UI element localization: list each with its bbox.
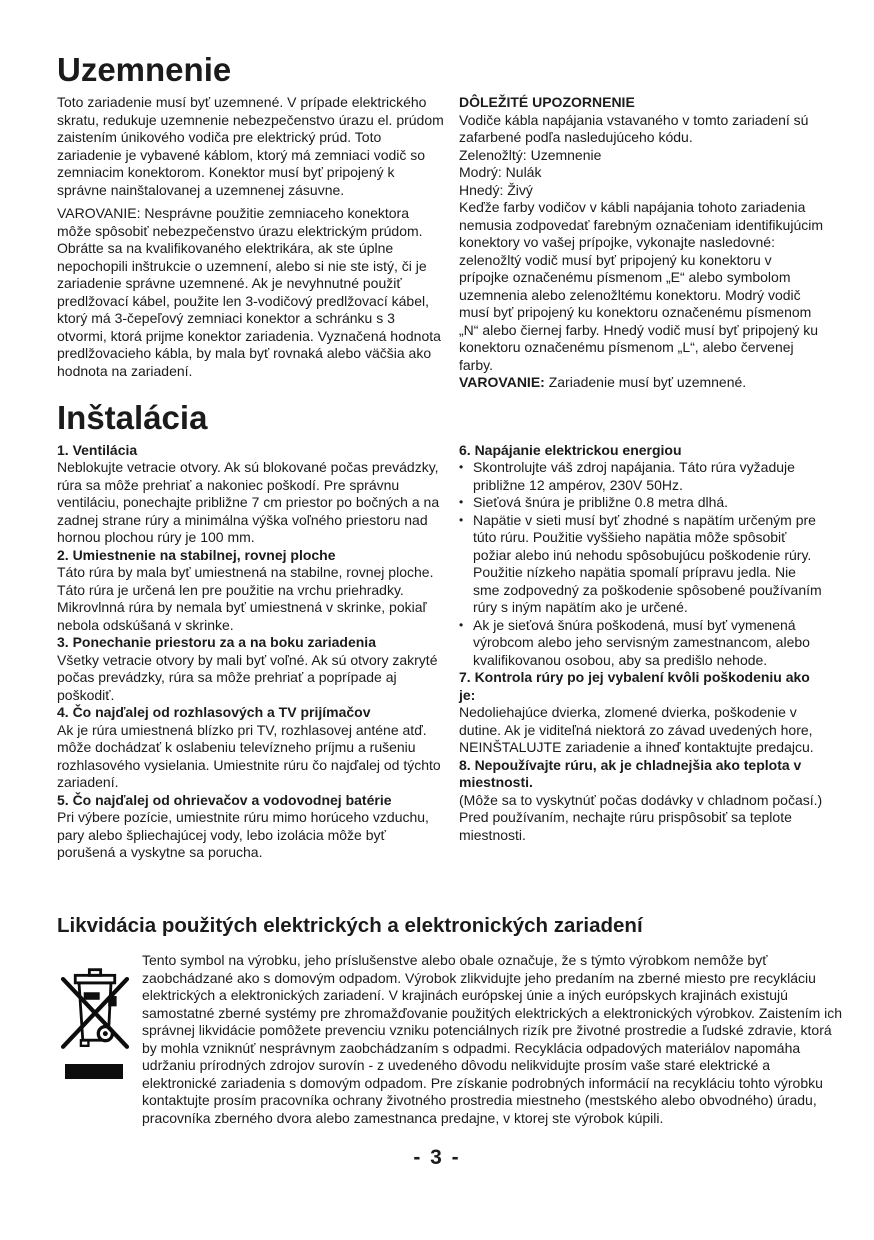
grounding-left-column [57, 94, 445, 392]
wire-color-blue: Modrý: Nulák [459, 164, 542, 180]
installation-item-4-body: Ak je rúra umiestnená blízko pri TV, rozhlasovej anténe atď. môže dochádzať k oslabeniu televízneho príjmu a rušeniu rozhlasového vysielania. Umiestnite rúru čo najďalej od týchto zariadení. [57, 721, 441, 790]
wire-connection-instructions: Keďže farby vodičov v kábli napájania tohoto zariadenia nemusia zodpovedať farebným označeniam identifikujúcim konektory vo vašej prípojke, vykonajte nasledovné: zelenožltý vodič musí byť pripojený ku konektoru v prípojke označenému písmenom „E“ alebo symbolom uzemnenia alebo zelenožltému konektoru. Modrý vodič musí byť pripojený ku konektoru označenému písmenom „N“ alebo čiernej farby. Hnedý vodič musí byť pripojený ku konektoru označenému písmenom „L“, alebo červenej farby. [459, 199, 823, 373]
disposal-section [57, 914, 846, 1133]
important-notice-heading: DÔLEŽITÉ UPOZORNENIE [459, 94, 635, 110]
installation-left-column [57, 442, 445, 862]
bullet-icon: • [459, 460, 464, 474]
installation-item-7 [459, 669, 824, 757]
installation-item-5 [57, 792, 445, 862]
wire-color-green-yellow: Zelenožltý: Uzemnenie [459, 146, 602, 163]
installation-item-1-heading: 1. Ventilácia [57, 441, 138, 458]
installation-item-2-heading: 2. Umiestnenie na stabilnej, rovnej ploche [57, 546, 336, 563]
installation-item-5-body: Pri výbere pozície, umiestnite rúru mimo horúceho vzduchu, pary alebo špliechajúcej vody, lebo izolácia môže byť porušená a vyskytne sa porucha. [57, 809, 429, 860]
installation-right-column [459, 442, 824, 862]
installation-item-2 [57, 547, 445, 635]
grounding-title: Uzemnenie [57, 51, 232, 88]
installation-item-4 [57, 704, 445, 792]
list-item [459, 459, 824, 494]
weee-symbol [57, 952, 142, 1133]
installation-section [57, 400, 846, 862]
power-supply-bullet-list [459, 459, 824, 669]
installation-item-3-heading: 3. Ponechanie priestoru za a na boku zariadenia [57, 634, 376, 650]
list-item [459, 617, 824, 670]
installation-item-1 [57, 442, 445, 547]
grounding-columns [57, 94, 846, 392]
installation-item-8 [459, 757, 824, 845]
grounding-warning-line [459, 374, 824, 392]
installation-item-7-body: Nedoliehajúce dvierka, zlomené dvierka, poškodenie v dutine. Ak je viditeľná niektorá zo závad uvedených hore, NEINŠTALUJTE zariadenie a ihneď kontaktujte predajcu. [459, 704, 814, 755]
grounding-section [57, 52, 846, 392]
installation-item-1-body: Neblokujte vetracie otvory. Ak sú blokované počas prevádzky, rúra sa môže prehriať a nakoniec poškodí. Pre správnu ventiláciu, ponechajte približne 7 cm priestor po bočných a na zadnej strane rúry a minimálna výška voľného priestoru nad hornou plochou rúry je 100 mm. [57, 459, 440, 545]
warning-label: VAROVANIE: [459, 374, 545, 390]
power-bullet-4: Ak je sieťová šnúra poškodená, musí byť vymenená výrobcom alebo jeho servisným zamestnancom, alebo kvalifikovanou osobou, aby sa predišlo nehode. [473, 616, 810, 668]
installation-columns [57, 442, 846, 862]
installation-item-2-body: Táto rúra by mala byť umiestnená na stabilne, rovnej ploche. Táto rúra je určená len pre použitie na vrchu priehradky. Mikrovlnná rúra by nemala byť umiestnená v skrinke, pokiaľ nebola odskúšaná v skrinke. [57, 564, 434, 633]
installation-item-7-heading: 7. Kontrola rúry po jej vybalení kvôli poškodeniu ako je: [459, 669, 810, 703]
installation-item-6 [459, 442, 824, 670]
power-bullet-3: Napätie v sieti musí byť zhodné s napätím určeným pre túto rúru. Použitie vyššieho napätia môže spôsobiť požiar alebo inú nehodu spôsobujúcu poškodenie rúry. Použitie nízkeho napätia spomalí prípravu jedla. Nie sme zodpovedný za poškodenie spôsobené používaním rúry s iným napätím ako je určené. [473, 511, 822, 615]
grounding-paragraph-1: Toto zariadenie musí byť uzemnené. V prípade elektrického skratu, redukuje uzemnenie nebezpečenstvo úrazu el. prúdom zaistením únikového vodiča pre elektrický prúd. Toto zariadenie je vybavené káblom, ktorý má zemniaci vodič so zemniacim konektorom. Konektor musí byť pripojený k správne nainštalovanej a uzemnenej zásuvne. [57, 94, 444, 198]
installation-item-3-body: Všetky vetracie otvory by mali byť voľné. Ak sú otvory zakryté počas prevádzky, rúra sa môže prehriať a poprípade aj poškodiť. [57, 651, 438, 703]
crossed-out-wheelie-bin-icon [59, 965, 131, 1059]
installation-item-4-heading: 4. Čo najďalej od rozhlasových a TV prijímačov [57, 704, 371, 720]
grounding-warning-paragraph: VAROVANIE: Nesprávne použitie zemniaceho konektora môže spôsobiť nebezpečenstvo úrazu elektrickým prúdom. Obrátte sa na kvalifikovaného elektrikára, ak ste úplne nepochopili inštrukcie o uzemnení, alebo si nie ste istý, či je zariadenie správne uzemnené. Ak je nevyhnutné použiť predlžovací kábel, použite len 3-vodičový predlžovací kábel, ktorý má 3-čepeľový zemniaci konektor a schránku s 3 otvormi, ktorá prijme konektor zariadenia. Vyznačená hodnota predlžovacieho kábla, by mala byť rovnaká alebo väčšia ako hodnota na zariadení. [57, 205, 441, 379]
page-number: - 3 - [413, 1146, 461, 1169]
installation-item-3 [57, 634, 445, 704]
installation-title: Inštalácia [57, 398, 208, 436]
weee-black-bar-icon [65, 1064, 123, 1079]
power-bullet-2: Sieťová šnúra je približne 0.8 metra dlhá. [473, 494, 729, 510]
bullet-icon: • [459, 495, 464, 509]
list-item [459, 494, 824, 512]
disposal-row [57, 952, 846, 1133]
disposal-title: Likvidácia použitých elektrických a elektronických zariadení [57, 914, 643, 937]
warning-label-text: Zariadenie musí byť uzemnené. [544, 374, 747, 390]
bullet-icon: • [459, 617, 464, 632]
installation-item-8-body: (Môže sa to vyskytnúť počas dodávky v chladnom počasí.) Pred používaním, nechajte rúru prispôsobiť sa teplote miestnosti. [459, 791, 823, 843]
installation-item-5-heading: 5. Čo najďalej od ohrievačov a vodovodnej batérie [57, 791, 392, 808]
bullet-icon: • [459, 512, 464, 527]
disposal-paragraph: Tento symbol na výrobku, jeho príslušenstve alebo obale označuje, že s týmto výrobkom nemôže byť zaobchádzané ako s domovým odpadom. Výrobok zlikvidujte jeho predaním na zberné miesto pre recykláciu elektrických a elektronických zariadení. V krajinách európskej únie a iných európskych krajinách existujú samostatné zberné systémy pre zhromažďovanie použitých elektrických a elektronických výrobkov. Zaistením ich správnej likvidácie pomôžete prevenciu vzniku potenciálnych rizík pre životné prostredie a ľudské zdravie, ktorá by mohla vzniknúť nesprávnym zaobchádzaním s odpadmi. Recyklácia odpadových materiálov napomáha udržaniu prírodných zdrojov surovín - z uvedeného dôvodu nelikvidujte prosím vaše staré elektrické a elektronické zariadenia s domovým odpadom. Pre získanie podrobných informácií na recykláciu tohto výrobku kontaktujte prosím pracovníka ochrany životného prostredia miestneho (mestského alebo obvodného) úradu, pracovníka zberného dvora alebo zamestnanca predajne, v ktorej ste výrobok kúpili. [142, 952, 843, 1126]
grounding-right-column [459, 94, 824, 392]
wire-color-brown: Hnedý: Živý [459, 181, 533, 198]
installation-item-6-heading: 6. Napájanie elektrickou energiou [459, 441, 682, 458]
list-item [459, 512, 824, 617]
power-bullet-1: Skontrolujte váš zdroj napájania. Táto rúra vyžaduje približne 12 ampérov, 230V 50Hz. [473, 459, 795, 493]
wire-color-intro: Vodiče kábla napájania vstavaného v tomto zariadení sú zafarbené podľa nasledujúceho kódu. [459, 111, 809, 145]
installation-item-8-heading: 8. Nepoužívajte rúru, ak je chladnejšia ako teplota v miestnosti. [459, 756, 802, 790]
